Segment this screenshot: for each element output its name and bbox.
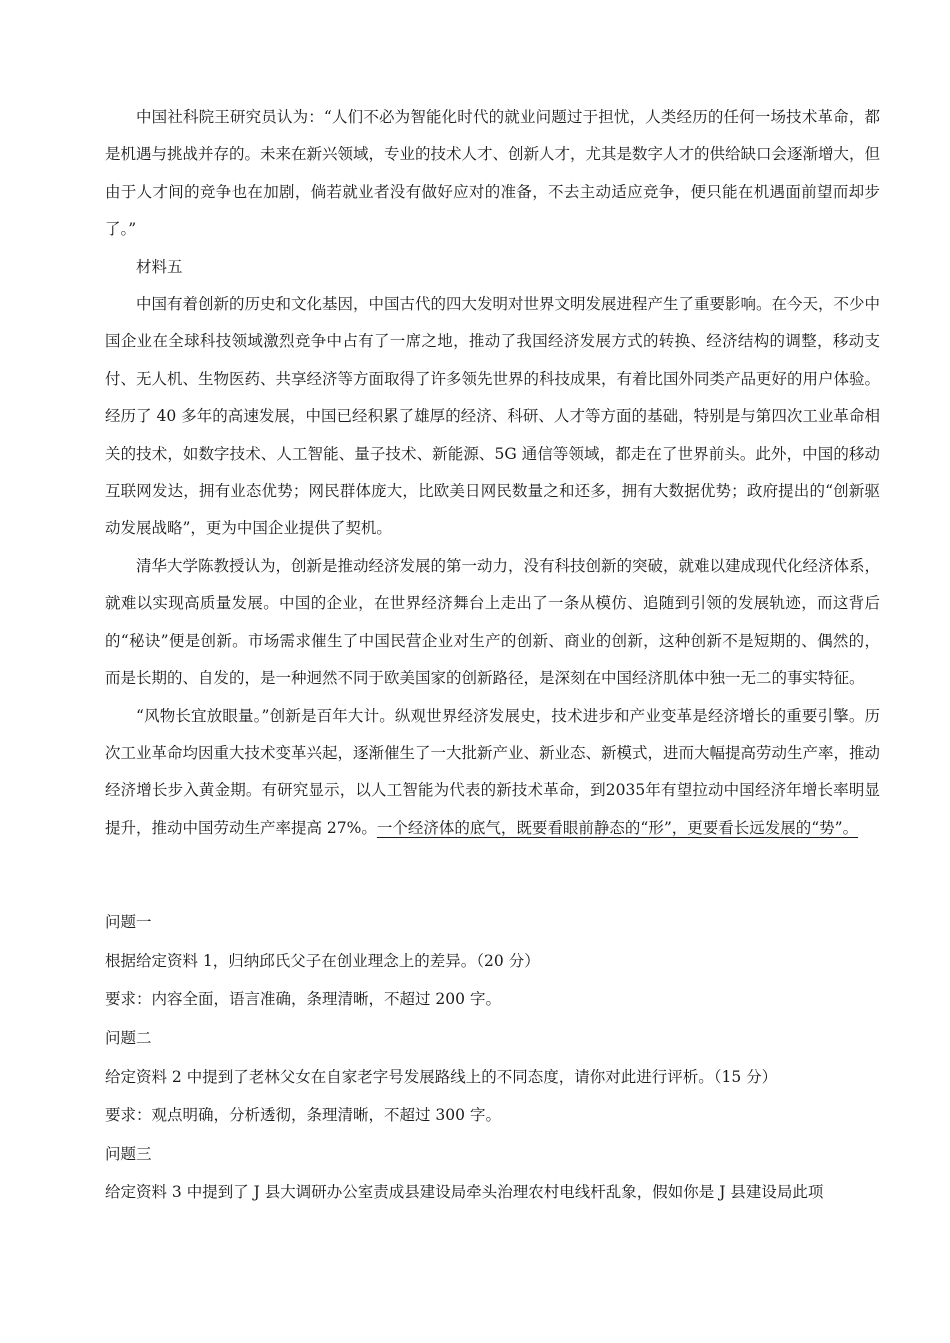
question-2-body: 给定资料 2 中提到了老林父女在自家老字号发展路线上的不同态度，请你对此进行评析。（15 分）	[105, 1067, 778, 1086]
question-2-requirement: 要求：观点明确，分析透彻，条理清晰，不超过 300 字。	[105, 1106, 501, 1125]
question-2-title: 问题二	[105, 1028, 152, 1047]
material5-paragraph-3-text: “风物长宜放眼量。”创新是百年大计。纵观世界经济发展史，技术进步和产业变革是经济增长的重要引擎。历次工业革命均因重大技术变革兴起，逐渐催生了一大批新产业、新业态、新模式，进而大幅提高劳动生产率，推动经济增长步入黄金期。有研究显示，以人工智能为代表的新技术革命，到2035年有望拉动中国经济年增长率明显提升，推动中国劳动生产率提高 27%。	[105, 706, 881, 837]
material5-paragraph-1: 中国有着创新的历史和文化基因，中国古代的四大发明对世界文明发展进程产生了重要影响。在今天，不少中国企业在全球科技领域激烈竞争中占有了一席之地，推动了我国经济发展方式的转换、经济结构的调整，移动支付、无人机、生物医药、共享经济等方面取得了许多领先世界的科技成果，有着比国外同类产品更好的用户体验。经历了 40 多年的高速发展，中国已经积累了雄厚的经济、科研、人才等方面的基础，特别是与第四次工业革命相关的技术，如数字技术、人工智能、量子技术、新能源、5G 通信等领域，都走在了世界前头。此外，中国的移动互联网发达，拥有业态优势；网民群体庞大，比欧美日网民数量之和还多，拥有大数据优势；政府提出的“创新驱动发展战略”，更为中国企业提供了契机。	[105, 295, 881, 538]
questions-section	[105, 903, 880, 1212]
material5-paragraph-3	[105, 698, 880, 848]
question-1-requirement: 要求：内容全面，语言准确，条理清晰，不超过 200 字。	[105, 990, 501, 1009]
section-spacer	[105, 847, 880, 903]
material4-quote-paragraph: 中国社科院王研究员认为：“人们不必为智能化时代的就业问题过于担忧，人类经历的任何一场技术革命，都是机遇与挑战并存的。未来在新兴领域，专业的技术人才、创新人才，尤其是数字人才的供给缺口会逐渐增大，但由于人才间的竞争也在加剧，倘若就业者没有做好应对的准备，不去主动适应竞争，便只能在机遇面前望而却步了。”	[105, 108, 881, 239]
material5-heading: 材料五	[136, 257, 183, 276]
question-1-title: 问题一	[105, 913, 152, 932]
question-1-body: 根据给定资料 1，归纳邱氏父子在创业理念上的差异。（20 分）	[105, 951, 540, 970]
question-3-title: 问题三	[105, 1144, 152, 1163]
question-3-body: 给定资料 3 中提到了 J 县大调研办公室责成县建设局牵头治理农村电线杆乱象，假如你是 J 县建设局此项	[105, 1183, 824, 1202]
document-page	[105, 99, 880, 1212]
underlined-sentence: 一个经济体的底气，既要看眼前静态的“形”，更要看长远发展的“势”。	[376, 818, 859, 837]
material5-paragraph-2: 清华大学陈教授认为，创新是推动经济发展的第一动力，没有科技创新的突破，就难以建成现代化经济体系，就难以实现高质量发展。中国的企业，在世界经济舞台上走出了一条从模仿、追随到引领的发展轨迹，而这背后的“秘诀”便是创新。市场需求催生了中国民营企业对生产的创新、商业的创新，这种创新不是短期的、偶然的，而是长期的、自发的，是一种迥然不同于欧美国家的创新路径，是深刻在中国经济肌体中独一无二的事实特征。	[105, 556, 881, 688]
